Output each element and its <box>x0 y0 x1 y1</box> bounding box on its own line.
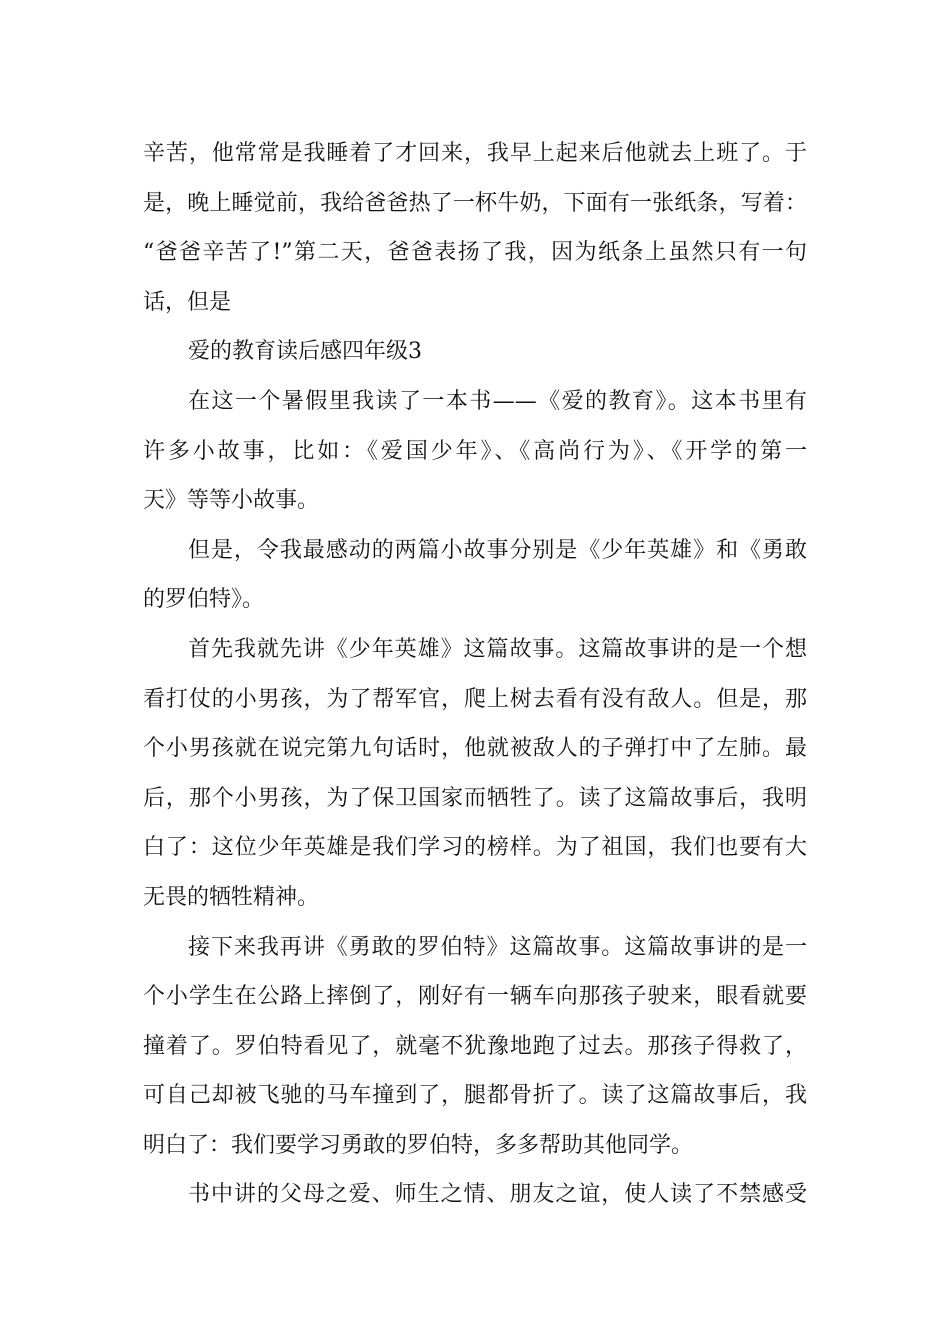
text-line: 书中讲的父母之爱、师生之情、朋友之谊，使人读了不禁感受 <box>188 1182 807 1208</box>
text-line: 许多小故事，比如：《爱国少年》、《高尚行为》、《开学的第一 <box>143 438 807 464</box>
text-line: 后，那个小男孩，为了保卫国家而牺牲了。读了这篇故事后，我明 <box>143 785 807 811</box>
text-line: 首先我就先讲《少年英雄》这篇故事。这篇故事讲的是一个想 <box>188 636 807 662</box>
text-line: 辛苦，他常常是我睡着了才回来，我早上起来后他就去上班了。于 <box>143 141 807 166</box>
section-heading: 爱的教育读后感四年级3 <box>188 339 422 365</box>
text-line: 撞着了。罗伯特看见了，就毫不犹豫地跑了过去。那孩子得救了， <box>143 1033 807 1059</box>
text-line: 无畏的牺牲精神。 <box>143 884 320 910</box>
text-line: 可自己却被飞驰的马车撞到了，腿都骨折了。读了这篇故事后，我 <box>143 1083 807 1109</box>
body-text <box>143 129 807 1220</box>
text-line: 看打仗的小男孩，为了帮军官，爬上树去看有没有敌人。但是，那 <box>143 686 807 712</box>
text-line: “爸爸辛苦了!”第二天，爸爸表扬了我，因为纸条上虽然只有一句 <box>143 240 807 266</box>
text-line: 明白了：我们要学习勇敢的罗伯特，多多帮助其他同学。 <box>143 1132 694 1158</box>
text-line: 天》等等小故事。 <box>143 488 320 514</box>
text-line: 的罗伯特》。 <box>143 587 265 613</box>
text-line: 接下来我再讲《勇敢的罗伯特》这篇故事。这篇故事讲的是一 <box>188 934 807 960</box>
text-line: 是，晚上睡觉前，我给爸爸热了一杯牛奶，下面有一张纸条，写着： <box>143 190 807 216</box>
text-line: 个小男孩就在说完第九句话时，他就被敌人的子弹打中了左肺。最 <box>143 736 807 762</box>
text-line: 但是，令我最感动的两篇小故事分别是《少年英雄》和《勇敢 <box>188 537 807 563</box>
text-line: 在这一个暑假里我读了一本书——《爱的教育》。这本书里有 <box>188 388 807 414</box>
text-line: 白了：这位少年英雄是我们学习的榜样。为了祖国，我们也要有大 <box>143 835 807 861</box>
text-line: 话，但是 <box>143 289 232 315</box>
text-line: 个小学生在公路上摔倒了，刚好有一辆车向那孩子驶来，眼看就要 <box>143 984 807 1010</box>
